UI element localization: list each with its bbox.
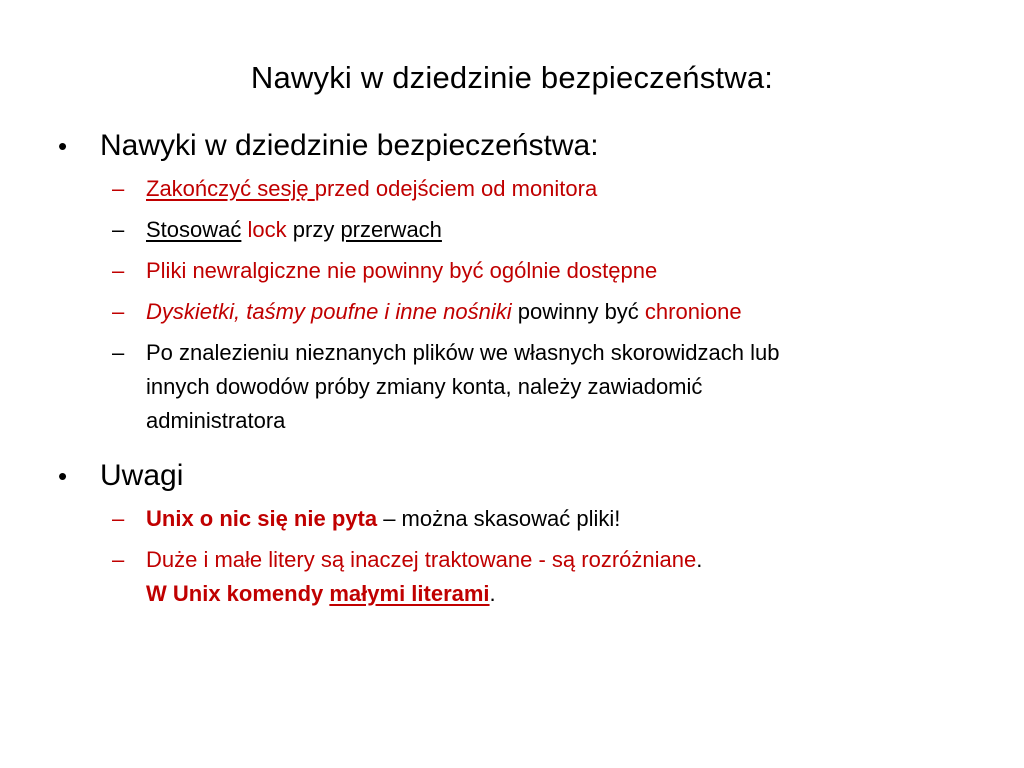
section-heading: Nawyki w dziedzinie bezpieczeństwa: bbox=[100, 129, 599, 162]
subitem-sensitive-files bbox=[54, 254, 984, 288]
unix-commands-text: W Unix komendy bbox=[146, 581, 330, 606]
subitem-case-sensitive bbox=[54, 543, 984, 611]
period-text: . bbox=[489, 581, 496, 606]
dash-icon: – bbox=[112, 506, 125, 531]
media-text: Dyskietki, taśmy poufne i inne nośniki bbox=[146, 299, 512, 324]
dash-icon: – bbox=[112, 258, 125, 283]
subitem-end-session bbox=[54, 172, 984, 206]
dash-icon: – bbox=[112, 176, 125, 201]
period-text: . bbox=[696, 547, 703, 572]
bullet-notes bbox=[54, 456, 984, 496]
subitem-use-lock bbox=[54, 213, 984, 247]
unix-no-ask-text: Unix o nic się nie pyta bbox=[146, 506, 378, 531]
use-text: Stosować bbox=[146, 217, 242, 242]
slide-title: Nawyki w dziedzinie bezpieczeństwa: bbox=[250, 60, 774, 95]
case-sensitive-text: Duże i małe litery są inaczej traktowane - są rozróżniane bbox=[146, 547, 697, 572]
subitem-media-protection bbox=[54, 295, 984, 329]
should-be-text: powinny być bbox=[511, 299, 645, 324]
dash-icon: – bbox=[112, 547, 125, 572]
report-line-1: Po znalezieniu nieznanych plików we własnych skorowidzach lub bbox=[146, 340, 780, 365]
report-line-3: administratora bbox=[146, 408, 286, 433]
sensitive-files-text: Pliki newralgiczne nie powinny być ogólnie dostępne bbox=[146, 258, 658, 283]
slide-content bbox=[54, 126, 984, 611]
can-delete-text: – można skasować pliki! bbox=[377, 506, 621, 531]
subitem-unix-no-ask bbox=[54, 502, 984, 536]
during-text: przy bbox=[286, 217, 341, 242]
before-leaving-text: przed odejściem od monitora bbox=[314, 176, 598, 201]
end-session-text: Zakończyć sesję bbox=[146, 176, 315, 201]
lock-text: lock bbox=[247, 217, 287, 242]
lowercase-text: małymi literami bbox=[329, 581, 490, 606]
dash-icon: – bbox=[112, 299, 125, 324]
bullet-icon: • bbox=[58, 131, 68, 161]
bullet-icon: • bbox=[58, 461, 68, 491]
protected-text: chronione bbox=[644, 299, 742, 324]
bullet-security-habits bbox=[54, 126, 984, 166]
breaks-text: przerwach bbox=[340, 217, 442, 242]
dash-icon: – bbox=[112, 340, 125, 365]
dash-icon: – bbox=[112, 217, 125, 242]
report-line-2: innych dowodów próby zmiany konta, należy zawiadomić bbox=[146, 374, 703, 399]
section-heading: Uwagi bbox=[100, 459, 184, 492]
subitem-report-admin bbox=[54, 336, 984, 438]
